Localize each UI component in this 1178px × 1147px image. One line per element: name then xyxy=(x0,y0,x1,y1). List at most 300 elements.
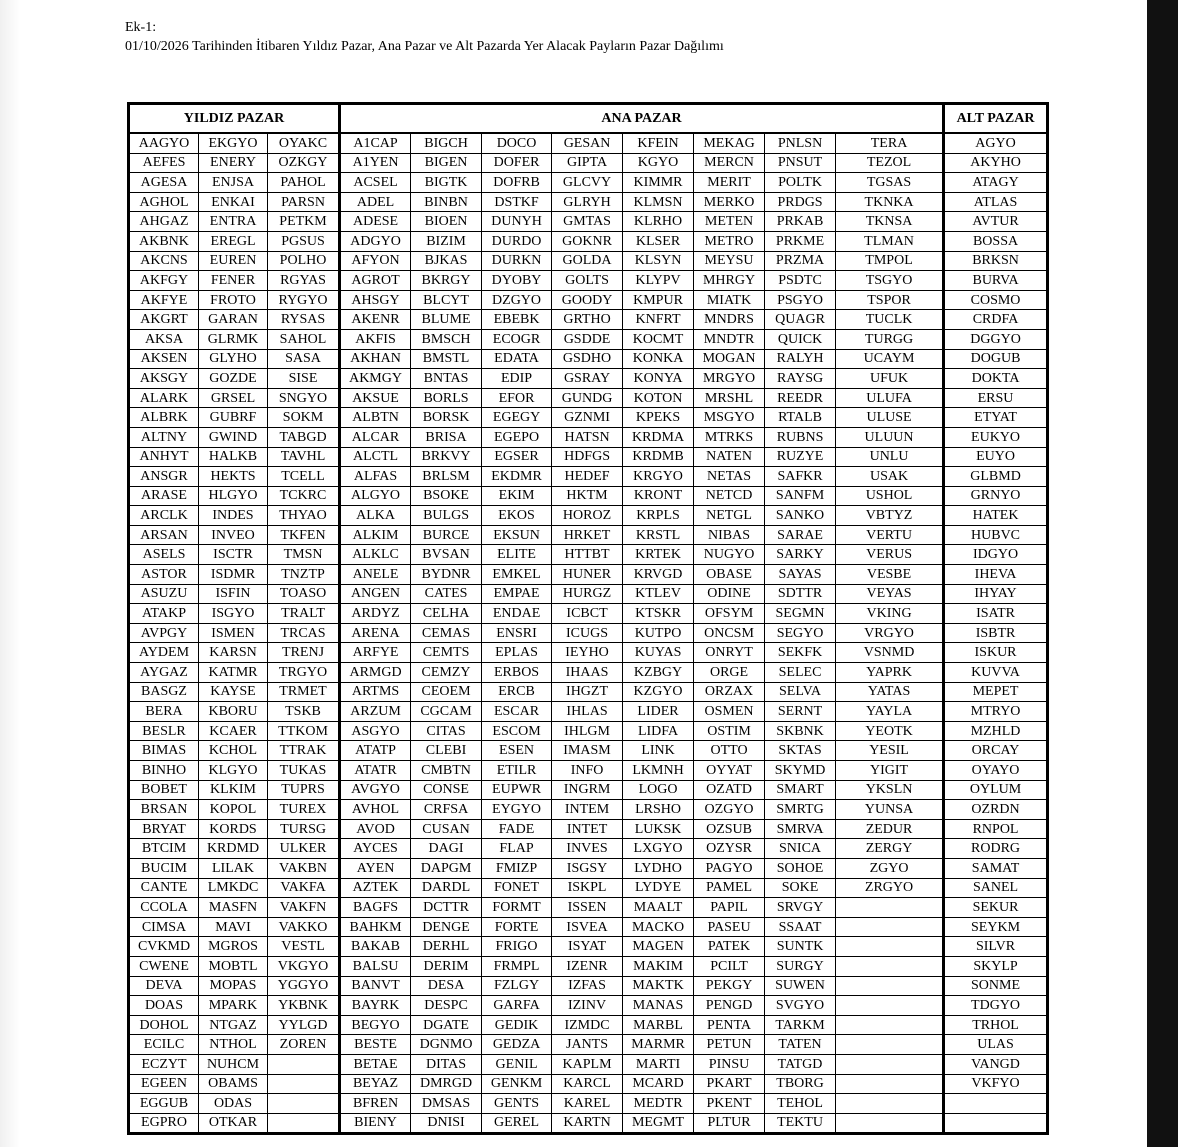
ana-pazar-ticker-cell: ICUGS xyxy=(552,623,623,643)
yildiz-pazar-ticker-cell: ISDMR xyxy=(199,565,268,585)
ana-pazar-ticker-cell: ATATP xyxy=(340,741,411,761)
ana-pazar-ticker-cell: EPLAS xyxy=(482,643,552,663)
alt-pazar-ticker-cell: MTRYO xyxy=(944,702,1048,722)
ana-pazar-ticker-cell: MEDTR xyxy=(623,1094,694,1114)
ana-pazar-ticker-cell: EDATA xyxy=(482,349,552,369)
yildiz-pazar-ticker-cell: TNZTP xyxy=(268,565,340,585)
yildiz-pazar-ticker-cell: ENTRA xyxy=(199,212,268,232)
yildiz-pazar-ticker-cell: ARSAN xyxy=(129,525,199,545)
ana-pazar-ticker-cell: KLMSN xyxy=(623,192,694,212)
ana-pazar-ticker-cell: BIOEN xyxy=(411,212,482,232)
ana-pazar-ticker-cell: ARMGD xyxy=(340,663,411,683)
ana-pazar-ticker-cell: HOROZ xyxy=(552,506,623,526)
yildiz-pazar-ticker-cell: GRSEL xyxy=(199,388,268,408)
ana-pazar-ticker-cell: SSAAT xyxy=(765,917,836,937)
ana-pazar-ticker-cell xyxy=(836,917,944,937)
yildiz-pazar-ticker-cell: OYAKC xyxy=(268,133,340,153)
alt-pazar-ticker-cell: ATLAS xyxy=(944,192,1048,212)
ana-pazar-ticker-cell xyxy=(836,898,944,918)
ana-pazar-ticker-cell: GRTHO xyxy=(552,310,623,330)
ana-pazar-ticker-cell: CATES xyxy=(411,584,482,604)
ana-pazar-ticker-cell: CEMTS xyxy=(411,643,482,663)
yildiz-pazar-ticker-cell: ENERY xyxy=(199,153,268,173)
yildiz-pazar-ticker-cell: TUREX xyxy=(268,800,340,820)
ana-pazar-ticker-cell: MARTI xyxy=(623,1054,694,1074)
alt-pazar-header: ALT PAZAR xyxy=(944,104,1048,134)
ana-pazar-ticker-cell: AKHAN xyxy=(340,349,411,369)
yildiz-pazar-ticker-cell: DOHOL xyxy=(129,1015,199,1035)
ana-pazar-ticker-cell: SUWEN xyxy=(765,976,836,996)
table-row xyxy=(129,682,1048,702)
ana-pazar-ticker-cell: BKRGY xyxy=(411,271,482,291)
table-row xyxy=(129,800,1048,820)
ana-pazar-ticker-cell: MACKO xyxy=(623,917,694,937)
table-row xyxy=(129,212,1048,232)
yildiz-pazar-ticker-cell: KLKIM xyxy=(199,780,268,800)
ana-pazar-ticker-cell: KRSTL xyxy=(623,525,694,545)
ana-pazar-ticker-cell: BRLSM xyxy=(411,467,482,487)
page-right-edge xyxy=(1147,0,1178,1147)
ana-pazar-ticker-cell: TSPOR xyxy=(836,290,944,310)
ana-pazar-ticker-cell: NETAS xyxy=(694,467,765,487)
yildiz-pazar-ticker-cell: KARSN xyxy=(199,643,268,663)
ana-pazar-ticker-cell: GEREL xyxy=(482,1113,552,1134)
ana-pazar-ticker-cell: PRKME xyxy=(765,231,836,251)
alt-pazar-ticker-cell: CRDFA xyxy=(944,310,1048,330)
ana-pazar-ticker-cell: ALCAR xyxy=(340,427,411,447)
ana-pazar-ticker-cell: KZBGY xyxy=(623,663,694,683)
alt-pazar-ticker-cell: ATAGY xyxy=(944,173,1048,193)
ana-pazar-ticker-cell: AVOD xyxy=(340,819,411,839)
ana-pazar-ticker-cell: PASEU xyxy=(694,917,765,937)
ana-pazar-ticker-cell: LKMNH xyxy=(623,761,694,781)
yildiz-pazar-ticker-cell: TOASO xyxy=(268,584,340,604)
ana-pazar-ticker-cell: DGNMO xyxy=(411,1035,482,1055)
ana-pazar-ticker-cell: RAYSG xyxy=(765,369,836,389)
ana-pazar-ticker-cell: TEHOL xyxy=(765,1094,836,1114)
ana-pazar-ticker-cell: NIBAS xyxy=(694,525,765,545)
alt-pazar-ticker-cell: OYAYO xyxy=(944,761,1048,781)
ana-pazar-ticker-cell: EKIM xyxy=(482,486,552,506)
yildiz-pazar-ticker-cell: KRDMD xyxy=(199,839,268,859)
alt-pazar-ticker-cell: SAMAT xyxy=(944,858,1048,878)
table-row xyxy=(129,858,1048,878)
ana-pazar-ticker-cell: KRGYO xyxy=(623,467,694,487)
yildiz-pazar-ticker-cell: MAVI xyxy=(199,917,268,937)
ana-pazar-ticker-cell: SEKFK xyxy=(765,643,836,663)
ana-pazar-ticker-cell: SKTAS xyxy=(765,741,836,761)
yildiz-pazar-ticker-cell: KOPOL xyxy=(199,800,268,820)
ana-pazar-ticker-cell: MIATK xyxy=(694,290,765,310)
ana-pazar-ticker-cell: SUNTK xyxy=(765,937,836,957)
alt-pazar-ticker-cell: RODRG xyxy=(944,839,1048,859)
alt-pazar-ticker-cell: AGYO xyxy=(944,133,1048,153)
ana-pazar-ticker-cell: MNDTR xyxy=(694,329,765,349)
ana-pazar-ticker-cell: GESAN xyxy=(552,133,623,153)
ana-pazar-ticker-cell: ONRYT xyxy=(694,643,765,663)
ana-pazar-ticker-cell: SANKO xyxy=(765,506,836,526)
ana-pazar-ticker-cell: CLEBI xyxy=(411,741,482,761)
alt-pazar-ticker-cell: GLBMD xyxy=(944,467,1048,487)
table-row xyxy=(129,584,1048,604)
ana-pazar-ticker-cell: PNSUT xyxy=(765,153,836,173)
yildiz-pazar-ticker-cell: ISFIN xyxy=(199,584,268,604)
ana-pazar-ticker-cell: BFREN xyxy=(340,1094,411,1114)
ana-pazar-ticker-cell: DURDO xyxy=(482,231,552,251)
yildiz-pazar-ticker-cell: BRSAN xyxy=(129,800,199,820)
ana-pazar-ticker-cell: MANAS xyxy=(623,996,694,1016)
ana-pazar-ticker-cell: GMTAS xyxy=(552,212,623,232)
yildiz-pazar-ticker-cell: EREGL xyxy=(199,231,268,251)
ana-pazar-ticker-cell: ENSRI xyxy=(482,623,552,643)
table-row xyxy=(129,290,1048,310)
ana-pazar-ticker-cell: YESIL xyxy=(836,741,944,761)
yildiz-pazar-ticker-cell: INDES xyxy=(199,506,268,526)
ana-pazar-ticker-cell: PAMEL xyxy=(694,878,765,898)
yildiz-pazar-ticker-cell: KCAER xyxy=(199,721,268,741)
ana-pazar-ticker-cell: ULUFA xyxy=(836,388,944,408)
ana-pazar-ticker-cell: BINBN xyxy=(411,192,482,212)
ana-pazar-ticker-cell: DMRGD xyxy=(411,1074,482,1094)
ana-pazar-ticker-cell xyxy=(836,956,944,976)
yildiz-pazar-ticker-cell: AKCNS xyxy=(129,251,199,271)
alt-pazar-ticker-cell: SANEL xyxy=(944,878,1048,898)
ana-pazar-ticker-cell: GLCVY xyxy=(552,173,623,193)
ana-pazar-ticker-cell: DAGI xyxy=(411,839,482,859)
ana-pazar-ticker-cell: PRDGS xyxy=(765,192,836,212)
ana-pazar-ticker-cell: KRDMB xyxy=(623,447,694,467)
yildiz-pazar-ticker-cell: TTRAK xyxy=(268,741,340,761)
table-row xyxy=(129,173,1048,193)
ana-pazar-ticker-cell: DERIM xyxy=(411,956,482,976)
ana-pazar-ticker-cell: SEGYO xyxy=(765,623,836,643)
ana-pazar-ticker-cell: NUGYO xyxy=(694,545,765,565)
table-row xyxy=(129,329,1048,349)
alt-pazar-ticker-cell: ISATR xyxy=(944,604,1048,624)
table-row xyxy=(129,447,1048,467)
ana-pazar-ticker-cell: DESPC xyxy=(411,996,482,1016)
ana-pazar-ticker-cell: NETCD xyxy=(694,486,765,506)
ana-pazar-ticker-cell: CELHA xyxy=(411,604,482,624)
ana-pazar-ticker-cell: SAYAS xyxy=(765,565,836,585)
ana-pazar-ticker-cell: LRSHO xyxy=(623,800,694,820)
yildiz-pazar-ticker-cell: YGGYO xyxy=(268,976,340,996)
alt-pazar-ticker-cell: MZHLD xyxy=(944,721,1048,741)
ana-pazar-ticker-cell: CRFSA xyxy=(411,800,482,820)
alt-pazar-ticker-cell: DOKTA xyxy=(944,369,1048,389)
yildiz-pazar-ticker-cell: RYGYO xyxy=(268,290,340,310)
ana-pazar-ticker-cell: PLTUR xyxy=(694,1113,765,1134)
ana-pazar-ticker-cell: SRVGY xyxy=(765,898,836,918)
ana-pazar-ticker-cell: DITAS xyxy=(411,1054,482,1074)
ana-pazar-ticker-cell: ESCAR xyxy=(482,702,552,722)
yildiz-pazar-ticker-cell: AKGRT xyxy=(129,310,199,330)
document-title: 01/10/2026 Tarihinden İtibaren Yıldız Pazar, Ana Pazar ve Alt Pazarda Yer Alacak Payların Pazar Dağılımı xyxy=(125,39,724,54)
ana-pazar-ticker-cell: LYDYE xyxy=(623,878,694,898)
yildiz-pazar-ticker-cell: VKGYO xyxy=(268,956,340,976)
yildiz-pazar-ticker-cell: MOPAS xyxy=(199,976,268,996)
table-row xyxy=(129,956,1048,976)
yildiz-pazar-ticker-cell: KATMR xyxy=(199,663,268,683)
ana-pazar-ticker-cell: ULUSE xyxy=(836,408,944,428)
ana-pazar-ticker-cell: LUKSK xyxy=(623,819,694,839)
ana-pazar-ticker-cell: ADESE xyxy=(340,212,411,232)
alt-pazar-ticker-cell: ERSU xyxy=(944,388,1048,408)
ana-pazar-ticker-cell: ZERGY xyxy=(836,839,944,859)
table-row xyxy=(129,839,1048,859)
ana-pazar-ticker-cell: DENGE xyxy=(411,917,482,937)
yildiz-pazar-ticker-cell: ISMEN xyxy=(199,623,268,643)
ana-pazar-ticker-cell: KONKA xyxy=(623,349,694,369)
table-row xyxy=(129,937,1048,957)
yildiz-pazar-ticker-cell: TRALT xyxy=(268,604,340,624)
yildiz-pazar-ticker-cell: BASGZ xyxy=(129,682,199,702)
ana-pazar-ticker-cell: SKYMD xyxy=(765,761,836,781)
ana-pazar-ticker-cell: BORSK xyxy=(411,408,482,428)
ana-pazar-ticker-cell: BALSU xyxy=(340,956,411,976)
ana-pazar-ticker-cell: OZGYO xyxy=(694,800,765,820)
ana-pazar-ticker-cell: BIENY xyxy=(340,1113,411,1134)
alt-pazar-ticker-cell: SKYLP xyxy=(944,956,1048,976)
ana-pazar-ticker-cell: EYGYO xyxy=(482,800,552,820)
yildiz-pazar-ticker-cell: ANHYT xyxy=(129,447,199,467)
ana-pazar-ticker-cell: IEYHO xyxy=(552,643,623,663)
yildiz-pazar-ticker-cell: ALTNY xyxy=(129,427,199,447)
ana-pazar-ticker-cell: CMBTN xyxy=(411,761,482,781)
ana-pazar-ticker-cell: CEMZY xyxy=(411,663,482,683)
ana-pazar-ticker-cell: EGEPO xyxy=(482,427,552,447)
yildiz-pazar-ticker-cell: ASELS xyxy=(129,545,199,565)
yildiz-pazar-ticker-cell: AKSA xyxy=(129,329,199,349)
ana-pazar-ticker-cell: TSGYO xyxy=(836,271,944,291)
yildiz-pazar-ticker-cell: AEFES xyxy=(129,153,199,173)
yildiz-pazar-ticker-cell: TUKAS xyxy=(268,761,340,781)
yildiz-pazar-ticker-cell: TUPRS xyxy=(268,780,340,800)
yildiz-pazar-ticker-cell: AGHOL xyxy=(129,192,199,212)
ana-pazar-ticker-cell: IHGZT xyxy=(552,682,623,702)
ana-pazar-ticker-cell: DOFRB xyxy=(482,173,552,193)
ana-pazar-ticker-cell: HEDEF xyxy=(552,467,623,487)
table-row xyxy=(129,1015,1048,1035)
ana-pazar-ticker-cell: JANTS xyxy=(552,1035,623,1055)
yildiz-pazar-ticker-cell: CCOLA xyxy=(129,898,199,918)
ana-pazar-ticker-cell: VBTYZ xyxy=(836,506,944,526)
ana-pazar-ticker-cell: SELEC xyxy=(765,663,836,683)
ana-pazar-ticker-cell: TKNKA xyxy=(836,192,944,212)
ana-pazar-ticker-cell: RTALB xyxy=(765,408,836,428)
yildiz-pazar-ticker-cell: RYSAS xyxy=(268,310,340,330)
ana-pazar-ticker-cell: PKART xyxy=(694,1074,765,1094)
ana-pazar-ticker-cell: DSTKF xyxy=(482,192,552,212)
ana-pazar-ticker-cell: VRGYO xyxy=(836,623,944,643)
table-row xyxy=(129,388,1048,408)
ana-pazar-ticker-cell: MERKO xyxy=(694,192,765,212)
ana-pazar-header: ANA PAZAR xyxy=(340,104,944,134)
ana-pazar-ticker-cell: ESCOM xyxy=(482,721,552,741)
ana-pazar-ticker-cell: GOKNR xyxy=(552,231,623,251)
yildiz-pazar-ticker-cell: TCKRC xyxy=(268,486,340,506)
ana-pazar-ticker-cell: PAGYO xyxy=(694,858,765,878)
ana-pazar-ticker-cell: LIDFA xyxy=(623,721,694,741)
table-row xyxy=(129,506,1048,526)
table-row xyxy=(129,1094,1048,1114)
ana-pazar-ticker-cell: KGYO xyxy=(623,153,694,173)
yildiz-pazar-ticker-cell: AKSGY xyxy=(129,369,199,389)
ana-pazar-ticker-cell: AHSGY xyxy=(340,290,411,310)
ana-pazar-ticker-cell: AKENR xyxy=(340,310,411,330)
yildiz-pazar-ticker-cell: PARSN xyxy=(268,192,340,212)
ana-pazar-ticker-cell: IHLGM xyxy=(552,721,623,741)
ana-pazar-ticker-cell: PSDTC xyxy=(765,271,836,291)
ana-pazar-ticker-cell: AYEN xyxy=(340,858,411,878)
yildiz-pazar-ticker-cell: ISGYO xyxy=(199,604,268,624)
ana-pazar-ticker-cell: ARDYZ xyxy=(340,604,411,624)
ana-pazar-ticker-cell: KARCL xyxy=(552,1074,623,1094)
yildiz-pazar-ticker-cell: TTKOM xyxy=(268,721,340,741)
alt-pazar-ticker-cell: GRNYO xyxy=(944,486,1048,506)
ana-pazar-ticker-cell: METEN xyxy=(694,212,765,232)
ana-pazar-ticker-cell: SURGY xyxy=(765,956,836,976)
ana-pazar-ticker-cell: GIPTA xyxy=(552,153,623,173)
table-row xyxy=(129,271,1048,291)
yildiz-pazar-ticker-cell: AYDEM xyxy=(129,643,199,663)
yildiz-pazar-ticker-cell: RGYAS xyxy=(268,271,340,291)
yildiz-pazar-ticker-cell: LILAK xyxy=(199,858,268,878)
ana-pazar-ticker-cell: HATSN xyxy=(552,427,623,447)
ana-pazar-ticker-cell: TATGD xyxy=(765,1054,836,1074)
yildiz-pazar-ticker-cell: POLHO xyxy=(268,251,340,271)
ana-pazar-ticker-cell: VKING xyxy=(836,604,944,624)
ana-pazar-ticker-cell: EUPWR xyxy=(482,780,552,800)
ana-pazar-ticker-cell: AYCES xyxy=(340,839,411,859)
yildiz-pazar-ticker-cell: CVKMD xyxy=(129,937,199,957)
ana-pazar-ticker-cell: FONET xyxy=(482,878,552,898)
yildiz-pazar-ticker-cell: ZOREN xyxy=(268,1035,340,1055)
yildiz-pazar-ticker-cell: PGSUS xyxy=(268,231,340,251)
ana-pazar-ticker-cell: LYDHO xyxy=(623,858,694,878)
ana-pazar-ticker-cell: LOGO xyxy=(623,780,694,800)
ana-pazar-ticker-cell: DGATE xyxy=(411,1015,482,1035)
ana-pazar-ticker-cell: DCTTR xyxy=(411,898,482,918)
ana-pazar-ticker-cell: MAKTK xyxy=(623,976,694,996)
ana-pazar-ticker-cell: MEKAG xyxy=(694,133,765,153)
yildiz-pazar-ticker-cell: AYGAZ xyxy=(129,663,199,683)
ana-pazar-ticker-cell: SARKY xyxy=(765,545,836,565)
ana-pazar-ticker-cell: MAALT xyxy=(623,898,694,918)
ana-pazar-ticker-cell: KARTN xyxy=(552,1113,623,1134)
yildiz-pazar-ticker-cell: GLRMK xyxy=(199,329,268,349)
ana-pazar-ticker-cell: CUSAN xyxy=(411,819,482,839)
ana-pazar-ticker-cell: SOKE xyxy=(765,878,836,898)
ana-pazar-ticker-cell: MERIT xyxy=(694,173,765,193)
ana-pazar-ticker-cell: ANGEN xyxy=(340,584,411,604)
table-row xyxy=(129,623,1048,643)
ana-pazar-ticker-cell: BAYRK xyxy=(340,996,411,1016)
alt-pazar-ticker-cell: SILVR xyxy=(944,937,1048,957)
alt-pazar-ticker-cell: BURVA xyxy=(944,271,1048,291)
ana-pazar-ticker-cell: GARFA xyxy=(482,996,552,1016)
ana-pazar-ticker-cell: MOGAN xyxy=(694,349,765,369)
yildiz-pazar-ticker-cell: AGESA xyxy=(129,173,199,193)
alt-pazar-ticker-cell: VANGD xyxy=(944,1054,1048,1074)
ana-pazar-ticker-cell: BMSTL xyxy=(411,349,482,369)
yildiz-pazar-ticker-cell: ECILC xyxy=(129,1035,199,1055)
yildiz-pazar-ticker-cell: EGPRO xyxy=(129,1113,199,1134)
ana-pazar-ticker-cell: GOLDA xyxy=(552,251,623,271)
yildiz-pazar-ticker-cell: AKFYE xyxy=(129,290,199,310)
yildiz-pazar-ticker-cell: NTGAZ xyxy=(199,1015,268,1035)
ana-pazar-ticker-cell: ISYAT xyxy=(552,937,623,957)
alt-pazar-ticker-cell: VKFYO xyxy=(944,1074,1048,1094)
ana-pazar-ticker-cell: AGROT xyxy=(340,271,411,291)
table-row xyxy=(129,702,1048,722)
ana-pazar-ticker-cell: GENKM xyxy=(482,1074,552,1094)
ana-pazar-ticker-cell: MSGYO xyxy=(694,408,765,428)
alt-pazar-ticker-cell: SONME xyxy=(944,976,1048,996)
yildiz-pazar-ticker-cell: EGGUB xyxy=(129,1094,199,1114)
ana-pazar-ticker-cell: AKFIS xyxy=(340,329,411,349)
ana-pazar-ticker-cell: ISSEN xyxy=(552,898,623,918)
yildiz-pazar-ticker-cell: ASTOR xyxy=(129,565,199,585)
alt-pazar-ticker-cell: IDGYO xyxy=(944,545,1048,565)
ana-pazar-ticker-cell: VERTU xyxy=(836,525,944,545)
ana-pazar-ticker-cell: ARFYE xyxy=(340,643,411,663)
ana-pazar-ticker-cell: PAPIL xyxy=(694,898,765,918)
ana-pazar-ticker-cell: PEKGY xyxy=(694,976,765,996)
yildiz-pazar-ticker-cell: GLYHO xyxy=(199,349,268,369)
ana-pazar-ticker-cell: ULUUN xyxy=(836,427,944,447)
yildiz-pazar-ticker-cell: TRCAS xyxy=(268,623,340,643)
yildiz-pazar-ticker-cell: TCELL xyxy=(268,467,340,487)
ana-pazar-ticker-cell: INFO xyxy=(552,761,623,781)
ana-pazar-ticker-cell: ISVEA xyxy=(552,917,623,937)
table-row xyxy=(129,408,1048,428)
ana-pazar-ticker-cell: GLRYH xyxy=(552,192,623,212)
table-row xyxy=(129,1035,1048,1055)
table-row xyxy=(129,761,1048,781)
ana-pazar-ticker-cell: INTEM xyxy=(552,800,623,820)
ana-pazar-ticker-cell: KIMMR xyxy=(623,173,694,193)
ana-pazar-ticker-cell: ISGSY xyxy=(552,858,623,878)
ana-pazar-ticker-cell: ORZAX xyxy=(694,682,765,702)
yildiz-pazar-ticker-cell: TURSG xyxy=(268,819,340,839)
alt-pazar-ticker-cell xyxy=(944,1113,1048,1134)
table-row xyxy=(129,976,1048,996)
ana-pazar-ticker-cell: OYYAT xyxy=(694,761,765,781)
table-row xyxy=(129,780,1048,800)
ana-pazar-ticker-cell: ZRGYO xyxy=(836,878,944,898)
alt-pazar-ticker-cell: ISBTR xyxy=(944,623,1048,643)
yildiz-pazar-ticker-cell: ISCTR xyxy=(199,545,268,565)
ana-pazar-ticker-cell: SAFKR xyxy=(765,467,836,487)
ana-pazar-ticker-cell: KOCMT xyxy=(623,329,694,349)
yildiz-pazar-ticker-cell: GWIND xyxy=(199,427,268,447)
alt-pazar-ticker-cell: SEKUR xyxy=(944,898,1048,918)
yildiz-pazar-ticker-cell: EGEEN xyxy=(129,1074,199,1094)
ana-pazar-ticker-cell: KTSKR xyxy=(623,604,694,624)
yildiz-pazar-ticker-cell: VAKBN xyxy=(268,858,340,878)
ana-pazar-ticker-cell: GENTS xyxy=(482,1094,552,1114)
ana-pazar-ticker-cell: OZSUB xyxy=(694,819,765,839)
ana-pazar-ticker-cell: TMPOL xyxy=(836,251,944,271)
ana-pazar-ticker-cell xyxy=(836,1054,944,1074)
alt-pazar-ticker-cell: IHEVA xyxy=(944,565,1048,585)
ana-pazar-ticker-cell: ZEDUR xyxy=(836,819,944,839)
ana-pazar-ticker-cell: ELITE xyxy=(482,545,552,565)
yildiz-pazar-ticker-cell: NUHCM xyxy=(199,1054,268,1074)
ana-pazar-ticker-cell: FRMPL xyxy=(482,956,552,976)
ana-pazar-ticker-cell: OSTIM xyxy=(694,721,765,741)
